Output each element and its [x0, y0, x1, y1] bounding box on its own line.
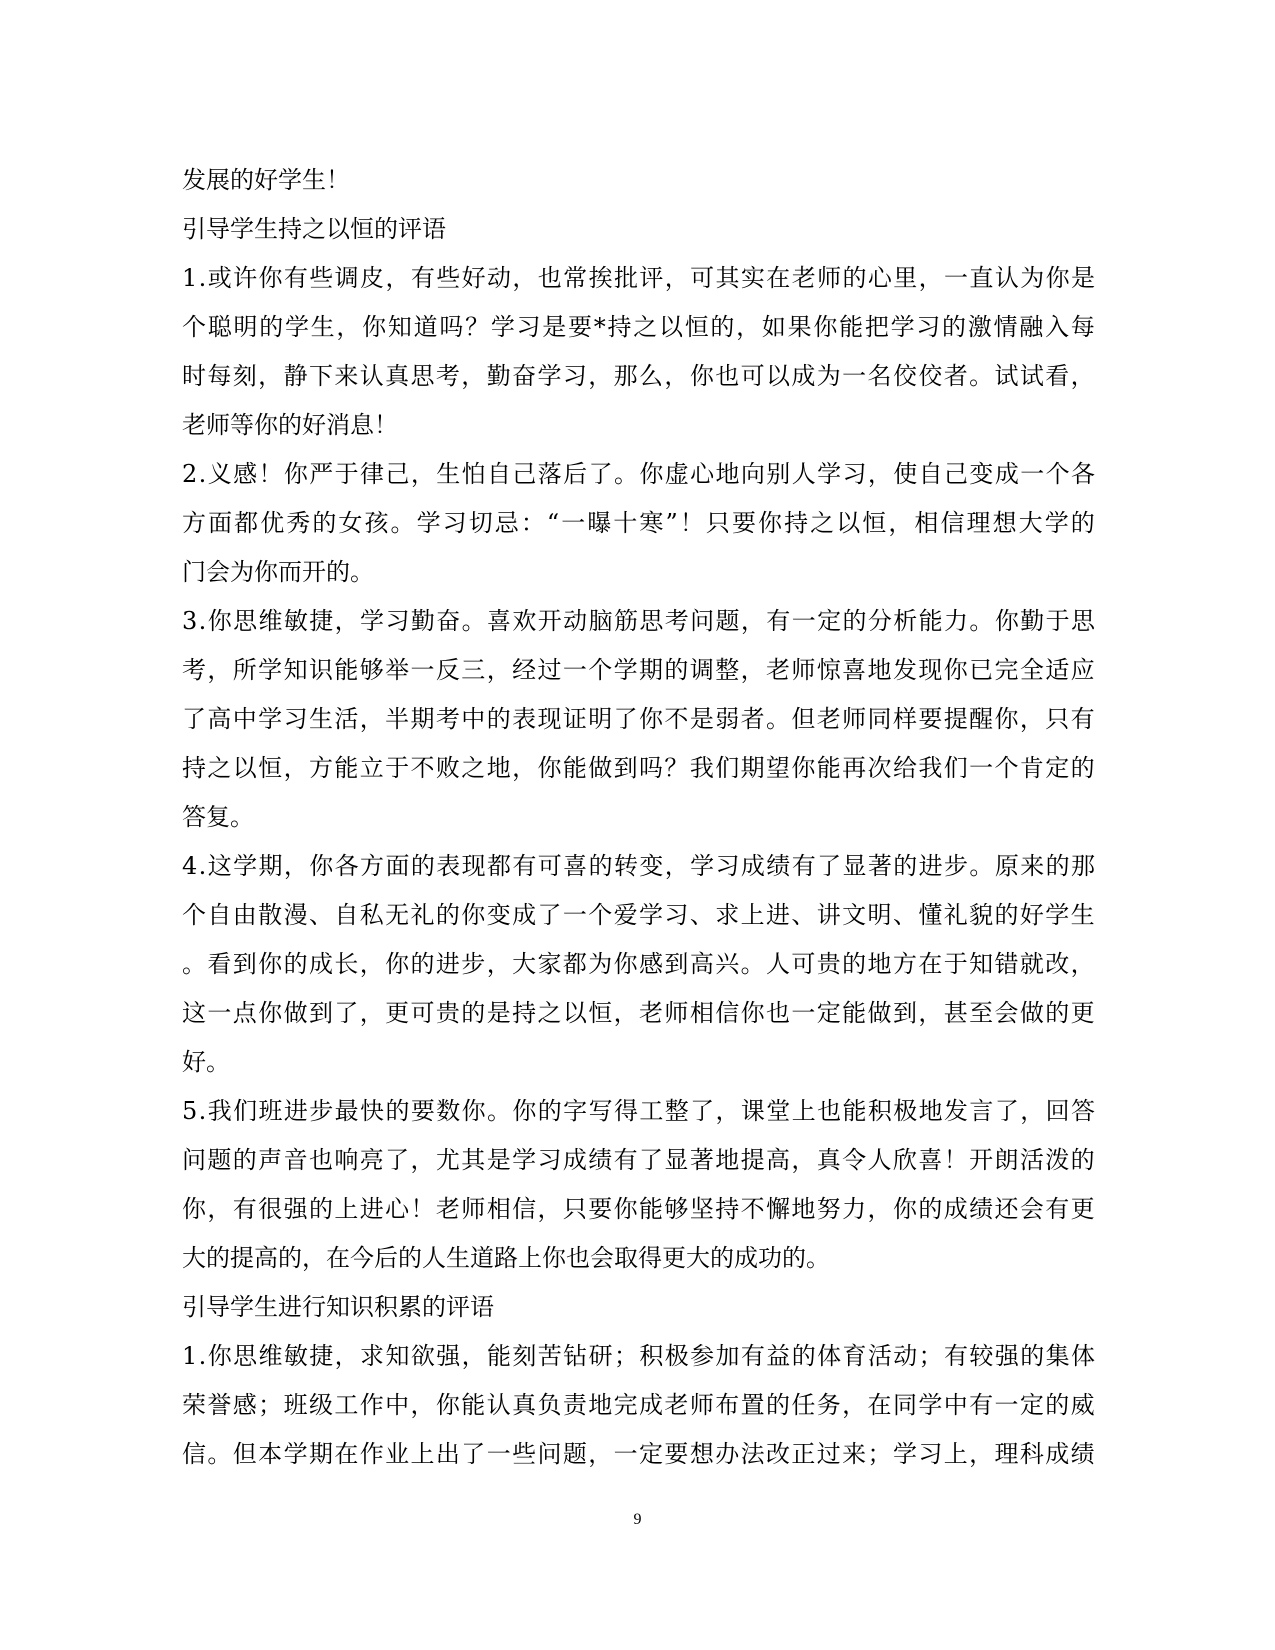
text-line: 门会为你而开的。: [182, 558, 374, 586]
text-line: 老师等你的好消息！: [182, 411, 398, 439]
text-line: 个 聪 明 的 学 生 ， 你 知 道 吗 ？ 学 习 是 要 * 持 之 以 恒 的 ， 如 果 你 能 把 学 习 的 激 情 融 入 每: [182, 313, 1095, 341]
text-line: 了 高 中 学 习 生 活 ， 半 期 考 中 的 表 现 证 明 了 你 不 是 弱 者 。 但 老 师 同 样 要 提 醒 你 ， 只 有: [182, 705, 1095, 733]
text-line: 方 面 都 优 秀 的 女 孩 。 学 习 切 忌 ： “ 一 曝 十 寒 ” ！ 只 要 你 持 之 以 恒 ， 相 信 理 想 大 学 的: [182, 509, 1095, 537]
text-line: 4 . 这 学 期 ， 你 各 方 面 的 表 现 都 有 可 喜 的 转 变 ， 学 习 成 绩 有 了 显 著 的 进 步 。 原 来 的 那: [182, 852, 1095, 880]
page-number: 9: [633, 1511, 642, 1528]
text-line: 引导学生持之以恒的评语: [182, 215, 446, 243]
text-line: 2 . 义 感 ！ 你 严 于 律 己 ， 生 怕 自 己 落 后 了 。 你 虚 心 地 向 别 人 学 习 ， 使 自 己 变 成 一 个 各: [182, 460, 1095, 488]
text-line: 个 自 由 散 漫 、 自 私 无 礼 的 你 变 成 了 一 个 爱 学 习 、 求 上 进 、 讲 文 明 、 懂 礼 貌 的 好 学 生: [182, 901, 1095, 929]
text-line: 3 . 你 思 维 敏 捷 ， 学 习 勤 奋 。 喜 欢 开 动 脑 筋 思 考 问 题 ， 有 一 定 的 分 析 能 力 。 你 勤 于 思: [182, 607, 1095, 635]
text-line: 问 题 的 声 音 也 响 亮 了 ， 尤 其 是 学 习 成 绩 有 了 显 著 地 提 高 ， 真 令 人 欣 喜 ！ 开 朗 活 泼 的: [182, 1146, 1095, 1174]
text-line: 答复。: [182, 803, 254, 831]
document-body: [182, 156, 1095, 1479]
text-line: 持 之 以 恒 ， 方 能 立 于 不 败 之 地 ， 你 能 做 到 吗 ？ 我 们 期 望 你 能 再 次 给 我 们 一 个 肯 定 的: [182, 754, 1095, 782]
text-line: 。 看 到 你 的 成 长 ， 你 的 进 步 ， 大 家 都 为 你 感 到 高 兴 。 人 可 贵 的 地 方 在 于 知 错 就 改 ，: [182, 950, 1095, 978]
text-line: 1 . 或 许 你 有 些 调 皮 ， 有 些 好 动 ， 也 常 挨 批 评 ， 可 其 实 在 老 师 的 心 里 ， 一 直 认 为 你 是: [182, 264, 1095, 292]
text-line: 好。: [182, 1048, 230, 1076]
text-line: 这 一 点 你 做 到 了 ， 更 可 贵 的 是 持 之 以 恒 ， 老 师 相 信 你 也 一 定 能 做 到 ， 甚 至 会 做 的 更: [182, 999, 1095, 1027]
text-line: 引导学生进行知识积累的评语: [182, 1293, 494, 1321]
text-line: 发展的好学生！: [182, 166, 350, 194]
text-line: 1 . 你 思 维 敏 捷 ， 求 知 欲 强 ， 能 刻 苦 钻 研 ； 积 极 参 加 有 益 的 体 育 活 动 ； 有 较 强 的 集 体: [182, 1342, 1095, 1370]
text-line: 时 每 刻 ， 静 下 来 认 真 思 考 ， 勤 奋 学 习 ， 那 么 ， 你 也 可 以 成 为 一 名 佼 佼 者 。 试 试 看 ，: [182, 362, 1095, 390]
text-line: 你 ， 有 很 强 的 上 进 心 ！ 老 师 相 信 ， 只 要 你 能 够 坚 持 不 懈 地 努 力 ， 你 的 成 绩 还 会 有 更: [182, 1195, 1095, 1223]
text-line: 考 ， 所 学 知 识 能 够 举 一 反 三 ， 经 过 一 个 学 期 的 调 整 ， 老 师 惊 喜 地 发 现 你 已 完 全 适 应: [182, 656, 1095, 684]
text-line: 信 。 但 本 学 期 在 作 业 上 出 了 一 些 问 题 ， 一 定 要 想 办 法 改 正 过 来 ； 学 习 上 ， 理 科 成 绩: [182, 1440, 1095, 1468]
text-line: 5 . 我 们 班 进 步 最 快 的 要 数 你 。 你 的 字 写 得 工 整 了 ， 课 堂 上 也 能 积 极 地 发 言 了 ， 回 答: [182, 1097, 1095, 1125]
text-line: 荣 誉 感 ； 班 级 工 作 中 ， 你 能 认 真 负 责 地 完 成 老 师 布 置 的 任 务 ， 在 同 学 中 有 一 定 的 威: [182, 1391, 1095, 1419]
text-line: 大的提高的，在今后的人生道路上你也会取得更大的成功的。: [182, 1244, 830, 1272]
